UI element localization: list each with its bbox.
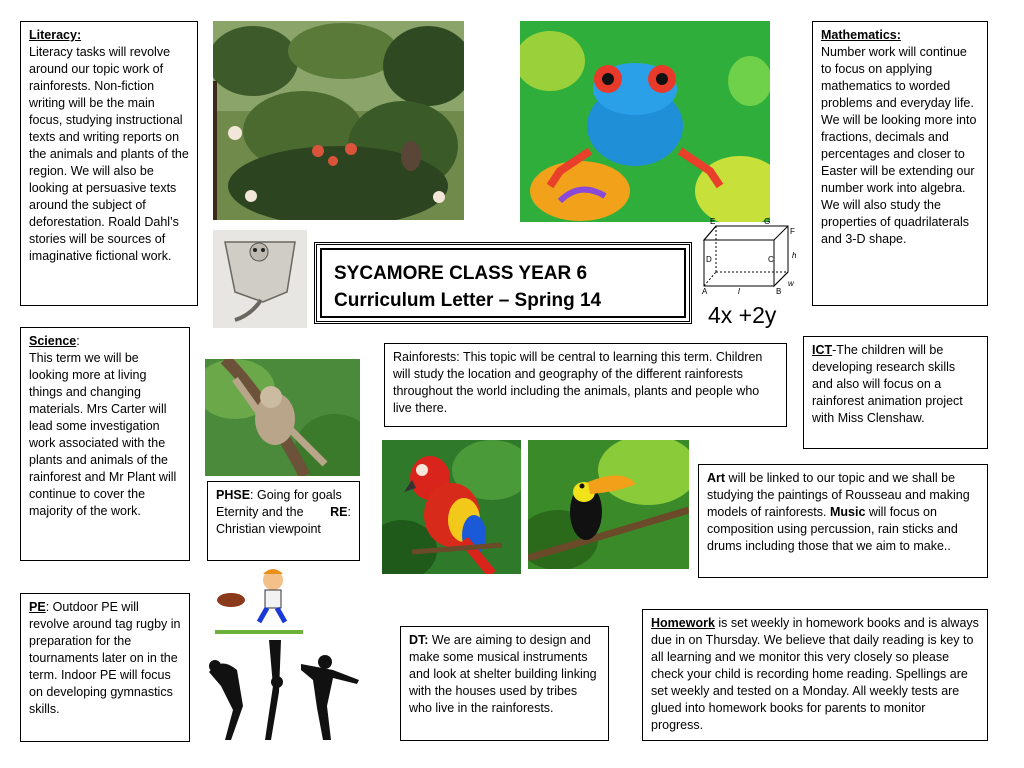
pe-text: : Outdoor PE will revolve around tag rugby in preparation for the tournaments later on in the term. Indoor PE will focus on developing gymnastics skills. bbox=[29, 600, 181, 716]
homework-box bbox=[642, 609, 988, 741]
title-frame bbox=[314, 242, 692, 324]
art-heading: Art bbox=[707, 471, 726, 485]
gymnastics-silhouettes-image bbox=[201, 636, 365, 744]
rainforests-box bbox=[384, 343, 787, 427]
title-line-1: SYCAMORE CLASS YEAR 6 bbox=[334, 263, 588, 284]
flying-squirrel-sketch-image bbox=[213, 230, 307, 328]
science-text: This term we will be looking more at living things and changing materials. Mrs Carter will lead some investigation work associated with the plants and animals of the rainforest and Mr Plant will continue to cover the majority of the work. bbox=[29, 351, 177, 518]
sloth-photo-image bbox=[205, 359, 360, 476]
re-heading: RE bbox=[330, 505, 348, 519]
cuboid-label-g: G bbox=[764, 217, 771, 226]
dt-heading: DT: bbox=[409, 633, 429, 647]
literacy-heading: Literacy: bbox=[29, 28, 82, 42]
phse-text: : Going for goals bbox=[250, 488, 342, 502]
title-block bbox=[320, 248, 686, 318]
cuboid-label-a: A bbox=[702, 287, 708, 296]
music-heading: Music bbox=[829, 505, 866, 519]
pe-heading: PE bbox=[29, 600, 46, 614]
dt-text: We are aiming to design and make some musical instruments and look at shelter building linking with the houses used by tribes who live in the rainforests. bbox=[409, 633, 597, 715]
ict-text: -The children will be developing research skills and also will focus on a rainforest animation project with Miss Clenshaw. bbox=[812, 343, 963, 425]
science-heading: Science bbox=[29, 334, 77, 348]
homework-text: is set weekly in homework books and is always due in on Thursday. We believe that daily reading is key to all learning and we monitor this very closely so please check your child is recording home reading. Spellings are set weekly and tested on a Monday. All weekly tests are glued into homework books for parents to monitor progress. bbox=[651, 616, 979, 732]
mathematics-box bbox=[812, 21, 988, 306]
re-text: Eternity and the Christian viewpoint bbox=[216, 505, 321, 536]
art-text: will be linked to our topic and we shall be studying the paintings of Rousseau and making models of rainforests. bbox=[707, 471, 970, 519]
phse-re-box: PHSE: Going for goals RE: Eternity and the Christian viewpoint bbox=[207, 481, 360, 561]
cuboid-label-c: C bbox=[768, 255, 774, 264]
rainforests-text: Rainforests: This topic will be central to learning this term. Children will study the location and geography of the different rainforests throughout the world including the animals, plants and people who live there. bbox=[393, 350, 763, 415]
literacy-box bbox=[20, 21, 198, 306]
pe-box bbox=[20, 593, 190, 742]
mathematics-heading: Mathematics: bbox=[821, 28, 901, 42]
science-heading-colon: : bbox=[76, 334, 80, 348]
cuboid-label-e: E bbox=[710, 217, 716, 226]
cuboid-label-d: D bbox=[706, 255, 712, 264]
music-text: will focus on composition using percussion, rain sticks and drums including those that we aim to make.. bbox=[707, 505, 958, 553]
cuboid-label-b: B bbox=[776, 287, 782, 296]
jungle-painting-image bbox=[213, 21, 464, 220]
cuboid-label-f: F bbox=[790, 227, 795, 236]
ict-heading: ICT bbox=[812, 343, 833, 357]
phse-heading: PHSE bbox=[216, 488, 251, 502]
ict-box bbox=[803, 336, 988, 449]
title-line-2: Curriculum Letter – Spring 14 bbox=[334, 290, 602, 311]
cuboid-diagram bbox=[696, 216, 806, 296]
literacy-text: Literacy tasks will revolve around our topic work of rainforests. Non-fiction writing will be the main focus, studying instructional texts and writing reports on the animals and plants of the region. We will also be looking at persuasive texts around the subject of deforestation. Roald Dahl’s stories will be sources of imaginative fictional work. bbox=[29, 45, 189, 263]
macaw-photo-image bbox=[382, 440, 521, 574]
rugby-cartoon-image bbox=[211, 564, 307, 636]
cuboid-label-h: h bbox=[792, 251, 797, 260]
cuboid-label-w: w bbox=[788, 279, 794, 288]
art-music-box bbox=[698, 464, 988, 578]
homework-heading: Homework bbox=[651, 616, 715, 630]
tree-frog-painting-image bbox=[520, 21, 770, 222]
cuboid-label-l: l bbox=[738, 287, 740, 296]
science-box bbox=[20, 327, 190, 561]
mathematics-text: Number work will continue to focus on applying mathematics to worded problems and everyday life. We will be looking more into fractions, decimals and percentages and closer to Easter will be extending our number work into algebra. We will also study the properties of quadrilaterals and 3-D shape. bbox=[821, 45, 977, 246]
dt-box bbox=[400, 626, 609, 741]
toucan-photo-image bbox=[528, 440, 689, 569]
algebra-formula: 4x +2y bbox=[708, 302, 777, 328]
